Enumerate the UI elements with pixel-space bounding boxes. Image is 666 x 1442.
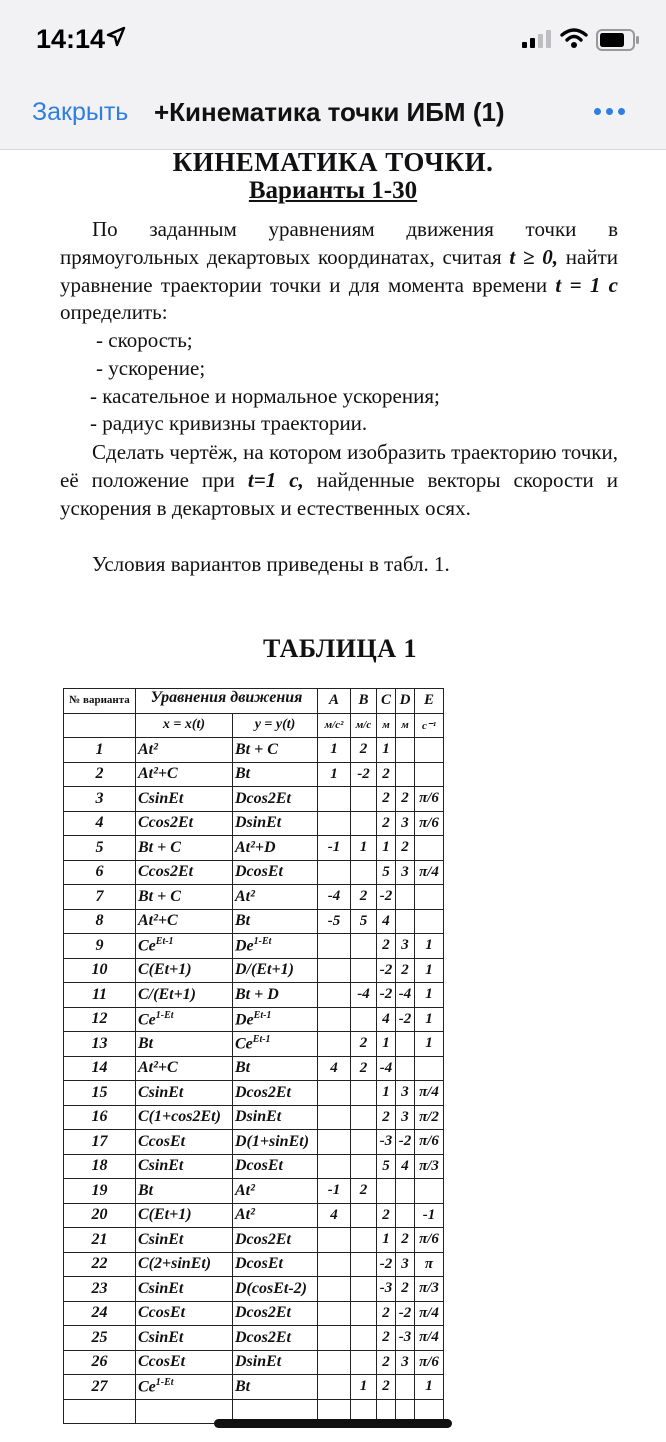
variant-number-cell: 19 — [64, 1179, 136, 1204]
e-value-cell — [415, 1056, 444, 1081]
table-row — [64, 1105, 444, 1130]
y-equation-cell: Dcos2Et — [233, 1081, 318, 1106]
c-value-cell: 4 — [377, 1007, 396, 1032]
b-value-cell — [351, 1252, 377, 1277]
c-value-cell: -2 — [377, 958, 396, 983]
a-value-cell — [318, 860, 351, 885]
a-value-cell — [318, 1252, 351, 1277]
status-time: 14:14 — [36, 24, 106, 54]
variant-number-cell: 12 — [64, 1007, 136, 1032]
b-value-cell: 2 — [351, 885, 377, 910]
table-row — [64, 1154, 444, 1179]
c-value-cell — [377, 1179, 396, 1204]
variant-number-cell: 24 — [64, 1301, 136, 1326]
c-value-cell: -4 — [377, 1056, 396, 1081]
d-value-cell: 2 — [396, 787, 415, 812]
y-equation-cell: Dcos2Et — [233, 1228, 318, 1253]
d-value-cell: 3 — [396, 934, 415, 959]
subheader-empty-cell — [64, 713, 136, 738]
b-value-cell — [351, 958, 377, 983]
column-header-equations: Уравнения движения — [136, 689, 318, 714]
c-value-cell: -2 — [377, 983, 396, 1008]
e-value-cell: π/3 — [415, 1154, 444, 1179]
e-value-cell — [415, 738, 444, 763]
a-value-cell: 1 — [318, 738, 351, 763]
d-value-cell: -3 — [396, 1326, 415, 1351]
a-value-cell — [318, 983, 351, 1008]
d-value-cell — [396, 885, 415, 910]
c-value-cell: 1 — [377, 1228, 396, 1253]
a-value-cell — [318, 1228, 351, 1253]
e-value-cell: π/6 — [415, 787, 444, 812]
y-equation-cell: At² — [233, 1179, 318, 1204]
list-item: - радиус кривизны траектории. — [90, 411, 368, 436]
y-equation-cell: Bt — [233, 1375, 318, 1400]
d-value-cell: -4 — [396, 983, 415, 1008]
battery-icon — [596, 29, 640, 51]
d-value-cell: -2 — [396, 1130, 415, 1155]
a-value-cell — [318, 1375, 351, 1400]
column-header-variant: № варианта — [64, 689, 136, 714]
variant-number-cell: 15 — [64, 1081, 136, 1106]
e-value-cell: 1 — [415, 1375, 444, 1400]
c-value-cell: 2 — [377, 1375, 396, 1400]
variant-number-cell: 14 — [64, 1056, 136, 1081]
c-value-cell: -2 — [377, 885, 396, 910]
c-value-cell: 1 — [377, 1081, 396, 1106]
y-equation-cell: Bt — [233, 1056, 318, 1081]
table-row — [64, 1130, 444, 1155]
d-value-cell: 2 — [396, 1277, 415, 1302]
e-value-cell: 1 — [415, 1032, 444, 1057]
b-value-cell — [351, 1228, 377, 1253]
table-row — [64, 1326, 444, 1351]
y-equation-cell: DsinEt — [233, 1350, 318, 1375]
e-value-cell — [415, 762, 444, 787]
b-value-cell — [351, 1130, 377, 1155]
b-value-cell — [351, 1326, 377, 1351]
y-equation-cell: Dcos2Et — [233, 1301, 318, 1326]
y-equation-cell: DsinEt — [233, 811, 318, 836]
y-equation-cell: Bt + C — [233, 738, 318, 763]
y-equation-cell: DcosEt — [233, 1252, 318, 1277]
y-equation-cell: D/(Et+1) — [233, 958, 318, 983]
x-equation-cell: C(1+cos2Et) — [136, 1105, 233, 1130]
e-value-cell: π/4 — [415, 1301, 444, 1326]
b-value-cell — [351, 1154, 377, 1179]
c-value-cell: 2 — [377, 1350, 396, 1375]
y-equation-cell: DsinEt — [233, 1105, 318, 1130]
variant-number-cell: 18 — [64, 1154, 136, 1179]
d-value-cell: 3 — [396, 1252, 415, 1277]
b-value-cell — [351, 1007, 377, 1032]
a-value-cell: -1 — [318, 1179, 351, 1204]
variant-number-cell: 5 — [64, 836, 136, 861]
wifi-icon — [560, 27, 588, 49]
x-equation-cell: At²+C — [136, 1056, 233, 1081]
e-value-cell: π/6 — [415, 811, 444, 836]
e-value-cell: 1 — [415, 958, 444, 983]
b-value-cell — [351, 1081, 377, 1106]
b-value-cell — [351, 1105, 377, 1130]
a-value-cell — [318, 1277, 351, 1302]
e-value-cell: π/4 — [415, 1326, 444, 1351]
a-value-cell — [318, 1154, 351, 1179]
e-value-cell: π — [415, 1252, 444, 1277]
column-header-d: D — [396, 689, 415, 714]
x-equation-cell: Bt + C — [136, 885, 233, 910]
e-value-cell — [415, 1179, 444, 1204]
b-value-cell: -2 — [351, 762, 377, 787]
b-value-cell — [351, 1301, 377, 1326]
column-header-c: C — [377, 689, 396, 714]
variant-number-cell: 13 — [64, 1032, 136, 1057]
table-row — [64, 860, 444, 885]
y-equation-cell: D(cosEt-2) — [233, 1277, 318, 1302]
b-value-cell — [351, 1203, 377, 1228]
location-arrow-icon — [106, 26, 126, 48]
a-value-cell — [318, 1350, 351, 1375]
list-item: - касательное и нормальное ускорения; — [90, 383, 440, 408]
a-value-cell — [318, 787, 351, 812]
b-value-cell: 2 — [351, 1032, 377, 1057]
variant-number-cell: 22 — [64, 1252, 136, 1277]
table-row — [64, 1007, 444, 1032]
unit-d: м — [396, 713, 415, 738]
variant-number-cell: 10 — [64, 958, 136, 983]
table-row — [64, 738, 444, 763]
variant-number-cell: 27 — [64, 1375, 136, 1400]
variant-number-cell: 4 — [64, 811, 136, 836]
d-value-cell — [396, 1203, 415, 1228]
unit-b: м/с — [351, 713, 377, 738]
table-row — [64, 1032, 444, 1057]
variant-number-cell: 21 — [64, 1228, 136, 1253]
e-value-cell — [415, 836, 444, 861]
e-value-cell: 1 — [415, 1007, 444, 1032]
x-equation-cell: C(Et+1) — [136, 1203, 233, 1228]
cellular-signal-icon — [522, 30, 552, 48]
variant-number-cell: 26 — [64, 1350, 136, 1375]
variant-number-cell: 17 — [64, 1130, 136, 1155]
x-equation-cell: Bt — [136, 1032, 233, 1057]
y-equation-cell: At²+D — [233, 836, 318, 861]
unit-a: м/с² — [318, 713, 351, 738]
d-value-cell: -2 — [396, 1301, 415, 1326]
table-reference-paragraph: Условия вариантов приведены в табл. 1. — [92, 552, 450, 576]
variant-number-cell: 1 — [64, 738, 136, 763]
c-value-cell: 5 — [377, 1154, 396, 1179]
d-value-cell — [396, 909, 415, 934]
a-value-cell — [318, 1081, 351, 1106]
x-equation-cell: Bt — [136, 1179, 233, 1204]
table-header-row — [64, 689, 444, 714]
table-row — [64, 1375, 444, 1400]
c-value-cell: -3 — [377, 1277, 396, 1302]
b-value-cell: 2 — [351, 1056, 377, 1081]
table-row — [64, 885, 444, 910]
c-value-cell: 2 — [377, 1203, 396, 1228]
x-equation-cell: CcosEt — [136, 1130, 233, 1155]
e-value-cell: π/2 — [415, 1105, 444, 1130]
b-value-cell: 2 — [351, 1179, 377, 1204]
column-header-e: E — [415, 689, 444, 714]
x-equation-cell: CsinEt — [136, 1154, 233, 1179]
a-value-cell — [318, 934, 351, 959]
table-row — [64, 909, 444, 934]
a-value-cell — [318, 811, 351, 836]
variants-table — [63, 688, 444, 1424]
x-equation-cell: $Ce^{1-Et}$ — [136, 1375, 233, 1400]
d-value-cell: 3 — [396, 811, 415, 836]
b-value-cell: 1 — [351, 836, 377, 861]
navigation-bar — [0, 78, 666, 150]
d-value-cell — [396, 762, 415, 787]
table-row — [64, 762, 444, 787]
b-value-cell — [351, 787, 377, 812]
variant-number-cell: 25 — [64, 1326, 136, 1351]
a-value-cell: -5 — [318, 909, 351, 934]
x-equation-cell: At²+C — [136, 909, 233, 934]
y-equation-cell: DcosEt — [233, 860, 318, 885]
e-value-cell: π/6 — [415, 1350, 444, 1375]
a-value-cell — [318, 1130, 351, 1155]
variant-number-cell: 6 — [64, 860, 136, 885]
document-title: +Кинематика точки ИБМ (1) — [154, 97, 505, 127]
y-equation-cell: Bt — [233, 909, 318, 934]
variant-number-cell: 16 — [64, 1105, 136, 1130]
c-value-cell: 2 — [377, 811, 396, 836]
d-value-cell: 3 — [396, 1105, 415, 1130]
table-row — [64, 1350, 444, 1375]
x-equation-cell: CsinEt — [136, 1326, 233, 1351]
x-equation-cell: CsinEt — [136, 787, 233, 812]
x-equation-cell: $Ce^{Et-1}$ — [136, 934, 233, 959]
d-value-cell: 3 — [396, 860, 415, 885]
list-item: - скорость; — [96, 328, 193, 352]
table-row — [64, 787, 444, 812]
b-value-cell — [351, 1277, 377, 1302]
status-bar — [0, 0, 666, 78]
c-value-cell: 4 — [377, 909, 396, 934]
b-value-cell: -4 — [351, 983, 377, 1008]
c-value-cell: 2 — [377, 1326, 396, 1351]
table-row — [64, 1252, 444, 1277]
page-title: КИНЕМАТИКА ТОЧКИ. — [172, 147, 494, 177]
table-subheader-row — [64, 713, 444, 738]
c-value-cell: -3 — [377, 1130, 396, 1155]
e-value-cell: π/4 — [415, 860, 444, 885]
table-row — [64, 1228, 444, 1253]
variant-number-cell: 3 — [64, 787, 136, 812]
x-equation-cell: $Ce^{1-Et}$ — [136, 1007, 233, 1032]
unit-c: м — [377, 713, 396, 738]
a-value-cell — [318, 958, 351, 983]
b-value-cell — [351, 811, 377, 836]
x-equation-cell: CcosEt — [136, 1301, 233, 1326]
a-value-cell — [318, 1032, 351, 1057]
y-equation-cell: $De^{1-Et}$ — [233, 934, 318, 959]
c-value-cell: 2 — [377, 1301, 396, 1326]
d-value-cell: 3 — [396, 1081, 415, 1106]
c-value-cell: 1 — [377, 836, 396, 861]
page-subtitle: Варианты 1-30 — [248, 177, 418, 204]
a-value-cell: 1 — [318, 762, 351, 787]
variant-number-cell: 7 — [64, 885, 136, 910]
table-row — [64, 934, 444, 959]
e-value-cell — [415, 909, 444, 934]
variant-number-cell: 9 — [64, 934, 136, 959]
a-value-cell: 4 — [318, 1056, 351, 1081]
a-value-cell — [318, 1007, 351, 1032]
variant-number-cell: 2 — [64, 762, 136, 787]
x-equation-cell: C/(Et+1) — [136, 983, 233, 1008]
b-value-cell — [351, 860, 377, 885]
variant-number-cell: 23 — [64, 1277, 136, 1302]
intro-paragraph: По заданным уравнениям движения точки в прямоугольных декартовых координатах, считая t ≥ 0, найти уравнение траектории точки и для момента времени t = 1 с определить: — [60, 217, 618, 325]
home-indicator — [214, 1419, 452, 1428]
d-value-cell: 4 — [396, 1154, 415, 1179]
b-value-cell: 5 — [351, 909, 377, 934]
d-value-cell: 2 — [396, 1228, 415, 1253]
y-equation-cell: Dcos2Et — [233, 1326, 318, 1351]
b-value-cell: 1 — [351, 1375, 377, 1400]
y-equation-cell: Bt — [233, 762, 318, 787]
table-row — [64, 983, 444, 1008]
e-value-cell: -1 — [415, 1203, 444, 1228]
d-value-cell — [396, 1032, 415, 1057]
table-title: ТАБЛИЦА 1 — [263, 634, 417, 663]
x-equation-cell: CcosEt — [136, 1350, 233, 1375]
c-value-cell: 2 — [377, 762, 396, 787]
column-header-a: A — [318, 689, 351, 714]
list-item: - ускорение; — [96, 355, 206, 380]
b-value-cell — [351, 934, 377, 959]
y-equation-cell: Dcos2Et — [233, 787, 318, 812]
e-value-cell: π/3 — [415, 1277, 444, 1302]
d-value-cell — [396, 1056, 415, 1081]
variant-number-cell: 8 — [64, 909, 136, 934]
d-value-cell: 2 — [396, 958, 415, 983]
c-value-cell: -2 — [377, 1252, 396, 1277]
column-header-b: B — [351, 689, 377, 714]
c-value-cell: 1 — [377, 738, 396, 763]
table-row — [64, 1203, 444, 1228]
c-value-cell: 2 — [377, 1105, 396, 1130]
e-value-cell: π/6 — [415, 1130, 444, 1155]
a-value-cell — [318, 1301, 351, 1326]
y-equation-cell: Bt + D — [233, 983, 318, 1008]
y-equation-cell: $Ce^{Et-1}$ — [233, 1032, 318, 1057]
more-options-icon[interactable] — [594, 108, 625, 115]
e-value-cell: π/4 — [415, 1081, 444, 1106]
table-row — [64, 958, 444, 983]
c-value-cell: 1 — [377, 1032, 396, 1057]
y-equation-cell: $De^{Et-1}$ — [233, 1007, 318, 1032]
variant-number-cell: 20 — [64, 1203, 136, 1228]
close-button[interactable]: Закрыть — [32, 98, 129, 126]
a-value-cell: -1 — [318, 836, 351, 861]
a-value-cell — [318, 1326, 351, 1351]
subheader-x: x = x(t) — [136, 713, 233, 738]
table-row — [64, 836, 444, 861]
a-value-cell: 4 — [318, 1203, 351, 1228]
d-value-cell: -2 — [396, 1007, 415, 1032]
e-value-cell: 1 — [415, 983, 444, 1008]
table-row — [64, 1056, 444, 1081]
table-row — [64, 1301, 444, 1326]
c-value-cell: 2 — [377, 787, 396, 812]
requirements-list — [60, 327, 618, 438]
e-value-cell: π/6 — [415, 1228, 444, 1253]
table-row — [64, 1179, 444, 1204]
x-equation-cell: CsinEt — [136, 1081, 233, 1106]
x-equation-cell: Ccos2Et — [136, 860, 233, 885]
table-row — [64, 811, 444, 836]
d-value-cell — [396, 738, 415, 763]
x-equation-cell: Bt + C — [136, 836, 233, 861]
d-value-cell: 2 — [396, 836, 415, 861]
a-value-cell — [318, 1105, 351, 1130]
y-equation-cell: At² — [233, 885, 318, 910]
subheader-y: y = y(t) — [233, 713, 318, 738]
x-equation-cell: CsinEt — [136, 1277, 233, 1302]
x-equation-cell: C(Et+1) — [136, 958, 233, 983]
y-equation-cell: DcosEt — [233, 1154, 318, 1179]
b-value-cell: 2 — [351, 738, 377, 763]
x-equation-cell: Ccos2Et — [136, 811, 233, 836]
c-value-cell: 5 — [377, 860, 396, 885]
d-value-cell — [396, 1375, 415, 1400]
d-value-cell — [396, 1179, 415, 1204]
x-equation-cell: At² — [136, 738, 233, 763]
table-body — [64, 738, 444, 1424]
drawing-paragraph: Сделать чертёж, на котором изобразить траекторию точки, её положение при t=1 с, найденные векторы скорости и ускорения в декартовых и естественных осях. — [60, 440, 619, 520]
a-value-cell: -4 — [318, 885, 351, 910]
x-equation-cell: CsinEt — [136, 1228, 233, 1253]
x-equation-cell: C(2+sinEt) — [136, 1252, 233, 1277]
table-row — [64, 1277, 444, 1302]
x-equation-cell: At²+C — [136, 762, 233, 787]
variant-number-cell: 11 — [64, 983, 136, 1008]
b-value-cell — [351, 1350, 377, 1375]
table-cell — [64, 1399, 136, 1424]
e-value-cell — [415, 885, 444, 910]
table-row — [64, 1081, 444, 1106]
d-value-cell: 3 — [396, 1350, 415, 1375]
c-value-cell: 2 — [377, 934, 396, 959]
y-equation-cell: At² — [233, 1203, 318, 1228]
unit-e: с⁻¹ — [415, 713, 444, 738]
e-value-cell: 1 — [415, 934, 444, 959]
y-equation-cell: D(1+sinEt) — [233, 1130, 318, 1155]
